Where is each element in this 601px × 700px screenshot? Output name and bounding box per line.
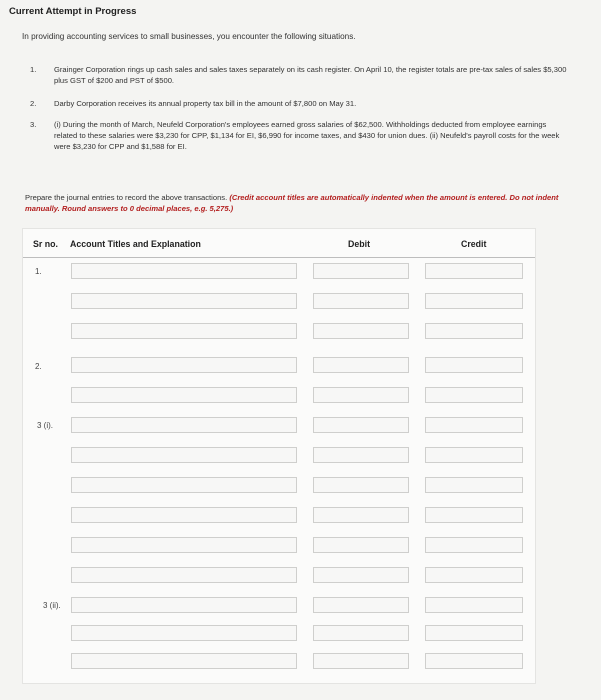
account-title-input[interactable] xyxy=(71,263,297,279)
debit-input[interactable] xyxy=(313,293,409,309)
debit-input[interactable] xyxy=(313,567,409,583)
problem-item xyxy=(30,64,570,86)
debit-input[interactable] xyxy=(313,477,409,493)
journal-entry-table xyxy=(22,228,536,684)
problem-item xyxy=(30,98,570,109)
debit-input[interactable] xyxy=(313,323,409,339)
problem-text: (i) During the month of March, Neufeld Corporation's employees earned gross salaries of $62,500. Withholdings deducted from employee earnings related to these salaries were $3,230 for CPP, $1,134 for EI, $6,990 for income taxes, and $430 for union dues. (ii) Neufeld's payroll costs for the week were $3,230 for CPP and $1,588 for EI. xyxy=(54,120,560,151)
entry-label-1: 1. xyxy=(35,267,42,276)
problem-number: 2. xyxy=(30,99,37,108)
credit-input[interactable] xyxy=(425,293,523,309)
instructions xyxy=(25,192,575,214)
problem-text: Darby Corporation receives its annual property tax bill in the amount of $7,800 on May 31. xyxy=(54,99,357,108)
credit-input[interactable] xyxy=(425,323,523,339)
account-title-input[interactable] xyxy=(71,625,297,641)
debit-input[interactable] xyxy=(313,507,409,523)
credit-input[interactable] xyxy=(425,567,523,583)
account-title-input[interactable] xyxy=(71,387,297,403)
account-title-input[interactable] xyxy=(71,567,297,583)
debit-input[interactable] xyxy=(313,597,409,613)
account-title-input[interactable] xyxy=(71,477,297,493)
debit-input[interactable] xyxy=(313,447,409,463)
debit-input[interactable] xyxy=(313,263,409,279)
problem-item xyxy=(30,119,570,152)
debit-input[interactable] xyxy=(313,625,409,641)
entry-label-2: 2. xyxy=(35,362,42,371)
credit-input[interactable] xyxy=(425,653,523,669)
instructions-main: Prepare the journal entries to record the above transactions. xyxy=(25,193,228,202)
account-title-input[interactable] xyxy=(71,597,297,613)
credit-input[interactable] xyxy=(425,537,523,553)
account-title-input[interactable] xyxy=(71,323,297,339)
credit-input[interactable] xyxy=(425,447,523,463)
intro-text: In providing accounting services to small businesses, you encounter the following situations. xyxy=(22,32,356,41)
credit-input[interactable] xyxy=(425,417,523,433)
debit-input[interactable] xyxy=(313,653,409,669)
account-title-input[interactable] xyxy=(71,507,297,523)
debit-input[interactable] xyxy=(313,357,409,373)
debit-input[interactable] xyxy=(313,387,409,403)
credit-input[interactable] xyxy=(425,263,523,279)
credit-input[interactable] xyxy=(425,597,523,613)
credit-input[interactable] xyxy=(425,357,523,373)
account-title-input[interactable] xyxy=(71,653,297,669)
debit-input[interactable] xyxy=(313,537,409,553)
account-titles-header: Account Titles and Explanation xyxy=(70,239,201,249)
account-title-input[interactable] xyxy=(71,293,297,309)
account-title-input[interactable] xyxy=(71,537,297,553)
credit-input[interactable] xyxy=(425,387,523,403)
credit-input[interactable] xyxy=(425,625,523,641)
debit-header: Debit xyxy=(348,239,370,249)
credit-header: Credit xyxy=(461,239,487,249)
problem-list xyxy=(30,64,570,152)
sr-no-header: Sr no. xyxy=(33,239,58,249)
account-title-input[interactable] xyxy=(71,417,297,433)
credit-input[interactable] xyxy=(425,477,523,493)
problem-number: 3. xyxy=(30,120,37,129)
account-title-input[interactable] xyxy=(71,357,297,373)
header-divider xyxy=(23,257,535,258)
credit-input[interactable] xyxy=(425,507,523,523)
entry-label-3ii: 3 (ii). xyxy=(43,601,61,610)
problem-number: 1. xyxy=(30,65,37,74)
entry-label-3i: 3 (i). xyxy=(37,421,53,430)
debit-input[interactable] xyxy=(313,417,409,433)
account-title-input[interactable] xyxy=(71,447,297,463)
problem-text: Grainger Corporation rings up cash sales and sales taxes separately on its cash register. On April 10, the register totals are pre-tax sales of sales $5,300 plus GST of $200 and PST of $500. xyxy=(54,65,567,85)
attempt-status: Current Attempt in Progress xyxy=(9,6,137,17)
instructions-note: (Credit account titles are automatically indented when the amount is entered. Do not indent manually. Round answers to 0 decimal places, e.g. 5,275.) xyxy=(25,193,559,213)
